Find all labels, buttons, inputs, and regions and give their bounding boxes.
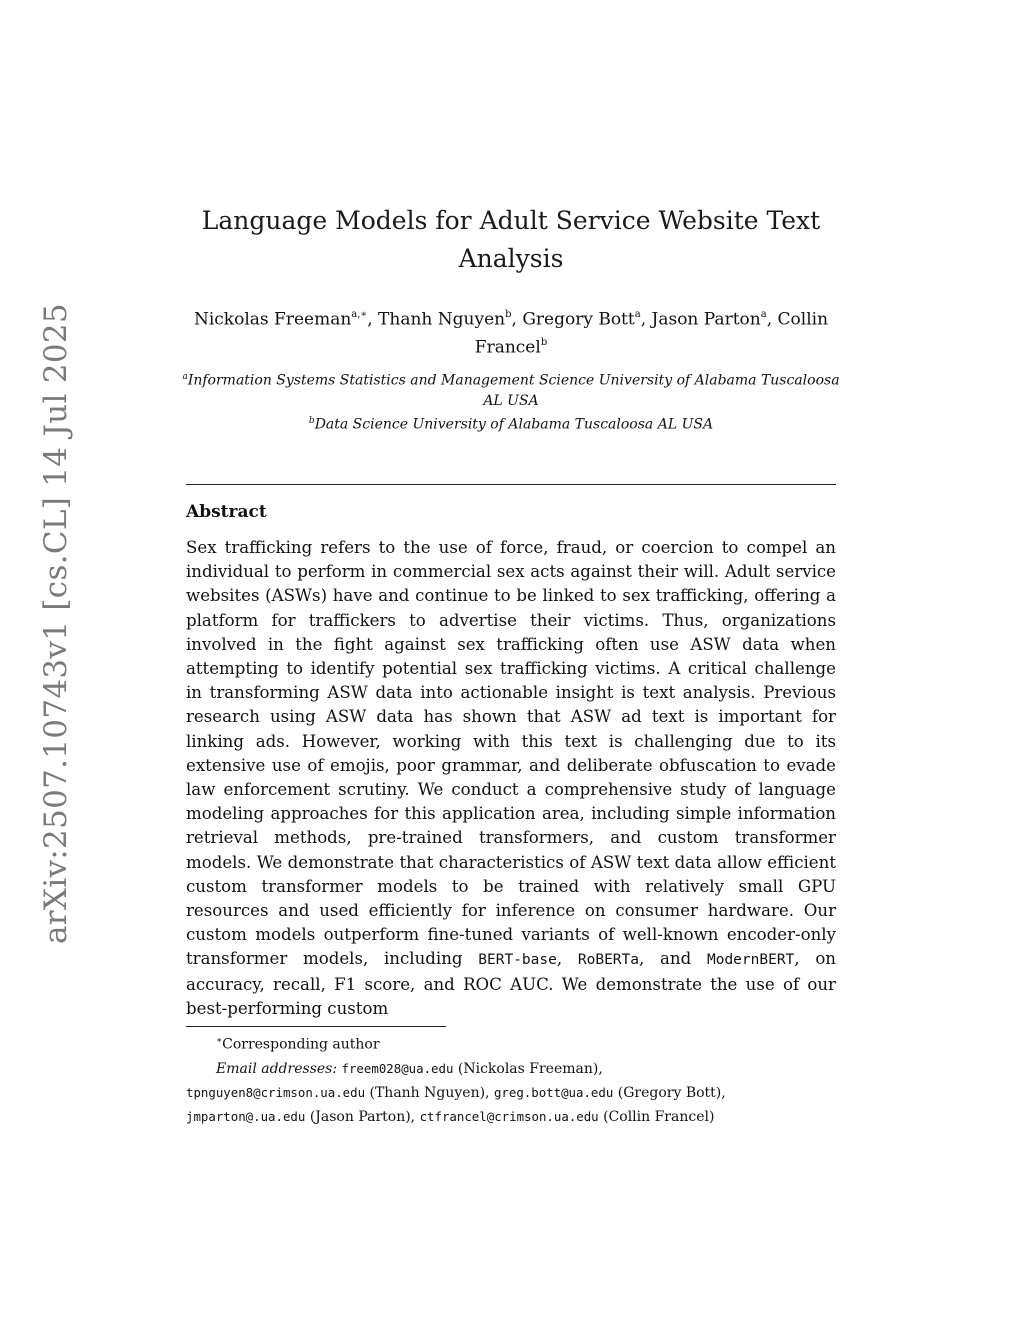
model-name-modernbert: ModernBERT — [706, 952, 795, 969]
author-affiliation-mark: b — [505, 309, 512, 320]
model-name-roberta: RoBERTa — [577, 952, 639, 969]
email-link[interactable]: ctfrancel@crimson.ua.edu — [419, 1108, 599, 1124]
email-owner: (Collin Francel) — [603, 1108, 715, 1125]
footnote-rule — [186, 1026, 446, 1027]
affiliation-list — [176, 367, 846, 434]
abstract-body — [186, 536, 836, 1021]
email-addresses — [186, 1057, 836, 1129]
email-link[interactable]: greg.bott@ua.edu — [493, 1084, 614, 1100]
abstract-text-part-1: Sex trafficking refers to the use of force, fraud, or coercion to compel an individual to perform in commercial sex acts against their will. Adult service websites (ASWs) have and continue to be linked to sex trafficking, offering a platform for traffickers to advertise their victims. Thus, organizations involved in the fight against sex trafficking often use ASW data when attempting to identify potential sex trafficking victims. A critical challenge in transforming ASW data into actionable insight is text analysis. Previous research using ASW data has shown that ASW ad text is important for linking ads. However, working with this text is challenging due to its extensive use of emojis, poor grammar, and deliberate obfuscation to evade law enforcement scrutiny. We conduct a comprehensive study of language modeling approaches for this application area, including simple information retrieval methods, pre-trained transformers, and custom transformer models. We demonstrate that characteristics of ASW text data allow efficient custom transformer models to be trained with relatively small GPU resources and used efficiently for inference on consumer hardware. Our custom models outperform fine-tuned variants of well-known encoder-only transformer models, including — [186, 538, 836, 969]
affiliation-text: Information Systems Statistics and Management Science University of Alabama Tuscaloosa AL USA — [187, 372, 840, 409]
author-affiliation-mark: b — [540, 336, 548, 348]
email-link[interactable]: freem028@ua.edu — [341, 1060, 454, 1076]
arxiv-identifier-stamp: arXiv:2507.10743v1 [cs.CL] 14 Jul 2025 — [38, 303, 74, 944]
email-owner: (Jason Parton), — [309, 1108, 416, 1125]
paper-title: Language Models for Adult Service Website Text Analysis — [201, 206, 821, 273]
author-affiliation-mark: a,∗ — [351, 309, 368, 320]
abstract-top-rule — [186, 484, 836, 485]
author-list: Nickolas Freeman$^{a,∗}$, Thanh Nguyen$^b$, Gregory Bott$^a$, Jason Parton$^a$, Collin Francel$^b$ — [193, 309, 829, 358]
footnote — [186, 1030, 836, 1129]
affiliation-b — [176, 411, 846, 435]
affiliation-mark: b — [308, 415, 315, 426]
model-name-bert: BERT-base — [478, 952, 557, 969]
affiliation-mark: a — [182, 372, 188, 382]
corresponding-author-note — [186, 1030, 836, 1057]
footnote-mark: ∗ — [216, 1036, 223, 1046]
abstract-separator: , — [556, 949, 563, 969]
author-affiliation-mark: a — [634, 309, 641, 320]
corresponding-author-text: Corresponding author — [222, 1036, 380, 1053]
author-name: Gregory Bott — [522, 309, 635, 330]
author-name: Thanh Nguyen — [378, 309, 506, 330]
author-name: Jason Parton — [651, 309, 761, 330]
author-affiliation-mark: a — [760, 309, 767, 320]
abstract-text-part-2: , on accuracy, recall, F1 score, and ROC AUC. We demonstrate the use of our best-performing custom — [186, 949, 836, 1018]
email-owner: (Nickolas Freeman), — [457, 1060, 603, 1077]
author-name: Nickolas Freeman — [193, 309, 352, 330]
email-owner: (Gregory Bott), — [617, 1084, 726, 1101]
author-name: Collin Francel — [474, 309, 829, 358]
abstract-separator: , and — [639, 949, 692, 969]
email-label: Email addresses: — [216, 1060, 338, 1077]
email-owner: (Thanh Nguyen), — [369, 1084, 490, 1101]
email-link[interactable]: tpnguyen8@crimson.ua.edu — [186, 1084, 366, 1100]
email-link[interactable]: jmparton@.ua.edu — [186, 1108, 306, 1124]
affiliation-text: Data Science University of Alabama Tuscaloosa AL USA — [314, 416, 714, 433]
affiliation-a — [176, 367, 846, 411]
abstract-heading: Abstract — [186, 502, 267, 522]
